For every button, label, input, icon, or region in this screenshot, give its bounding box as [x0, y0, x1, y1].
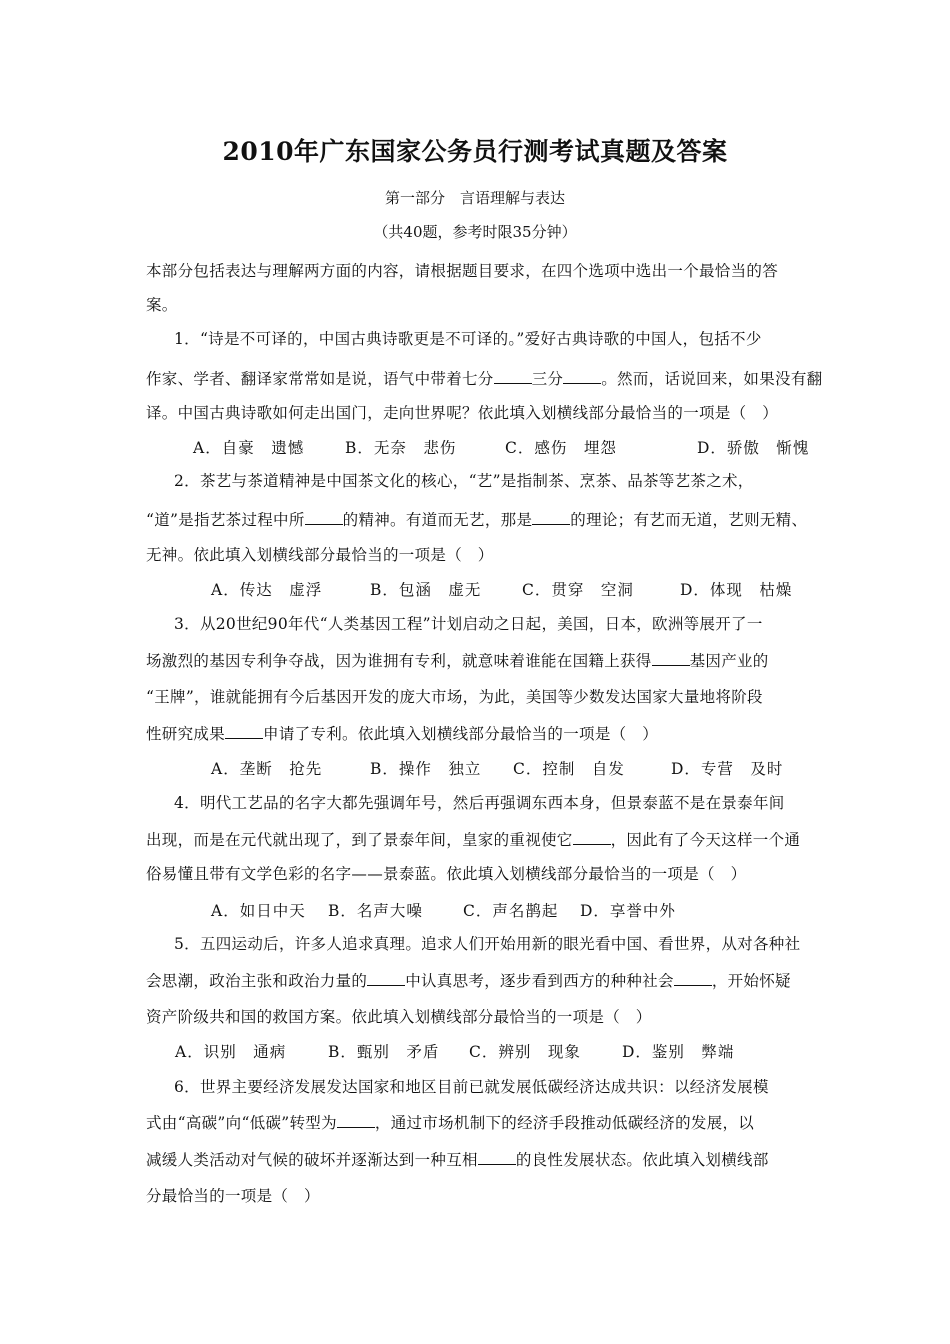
- answer-blank: [225, 724, 263, 739]
- option-b: B．包涵 虚无: [370, 581, 482, 599]
- answer-blank: [337, 1113, 375, 1128]
- question-4-line: 出现，而是在元代就出现了，到了景泰年间，皇家的重视使它 ，因此有了今天这样一个通: [146, 831, 801, 849]
- question-1-line: 作家、学者、翻译家常常如是说，语气中带着七分 三分 。然而，话说回来，如果没有翻: [146, 370, 823, 388]
- intro-line: 案。: [146, 296, 178, 314]
- question-3-line: 场激烈的基因专利争夺战，因为谁拥有专利，就意味着谁能在国籍上获得 基因产业的: [146, 652, 769, 670]
- option-a: A．如日中天: [211, 902, 306, 920]
- option-d: D．体现 枯燥: [680, 581, 793, 599]
- question-1-line: 译。中国古典诗歌如何走出国门，走向世界呢？依此填入划横线部分最恰当的一项是（ ）: [146, 404, 779, 422]
- answer-blank: [563, 369, 601, 384]
- option-a: A．识别 通病: [175, 1043, 287, 1061]
- question-6-line: 6．世界主要经济发展发达国家和地区目前已就发展低碳经济达成共识：以经济发展模: [174, 1078, 769, 1096]
- question-6-line: 分最恰当的一项是（ ）: [146, 1187, 320, 1205]
- answer-blank: [532, 510, 570, 525]
- question-2-line: 2．茶艺与茶道精神是中国茶文化的核心，“艺”是指制茶、烹茶、品茶等艺茶之术，: [174, 472, 754, 490]
- option-c: C．辨别 现象: [469, 1043, 581, 1061]
- option-a: A．传达 虚浮: [211, 581, 323, 599]
- question-3-line: 性研究成果 申请了专利。依此填入划横线部分最恰当的一项是（ ）: [146, 725, 659, 743]
- option-d: D．享誉中外: [580, 902, 676, 920]
- option-c: C．感伤 埋怨: [505, 439, 617, 457]
- question-2-line: “道”是指艺茶过程中所 的精神。有道而无艺，那是 的理论；有艺而无道，艺则无精、: [146, 511, 808, 529]
- option-b: B．名声大噪: [328, 902, 423, 920]
- answer-blank: [305, 510, 343, 525]
- question-2-line: 无神。依此填入划横线部分最恰当的一项是（ ）: [146, 546, 494, 564]
- question-1-line: 1．“诗是不可译的，中国古典诗歌更是不可译的。”爱好古典诗歌的中国人，包括不少: [174, 330, 762, 348]
- option-c: C．声名鹊起: [463, 902, 559, 920]
- question-6-line: 减缓人类活动对气候的破坏并逐渐达到一种互相 的良性发展状态。依此填入划横线部: [146, 1151, 769, 1169]
- option-d: D．鉴别 弊端: [622, 1043, 735, 1061]
- option-b: B．甄别 矛盾: [328, 1043, 440, 1061]
- answer-blank: [573, 830, 611, 845]
- part-note: （共40题，参考时限35分钟）: [373, 223, 577, 241]
- option-d: D．专营 及时: [671, 760, 784, 778]
- intro-line: 本部分包括表达与理解两方面的内容，请根据题目要求，在四个选项中选出一个最恰当的答: [146, 262, 779, 280]
- question-3-line: “王牌”，谁就能拥有今后基因开发的庞大市场，为此，美国等少数发达国家大量地将阶段: [146, 688, 763, 706]
- option-d: D．骄傲 惭愧: [697, 439, 810, 457]
- question-3-line: 3．从20世纪90年代“人类基因工程”计划启动之日起，美国，日本，欧洲等展开了一: [174, 615, 763, 633]
- option-a: A．自豪 遗憾: [193, 439, 305, 457]
- answer-blank: [652, 651, 690, 666]
- question-5-line: 资产阶级共和国的救国方案。依此填入划横线部分最恰当的一项是（ ）: [146, 1008, 652, 1026]
- answer-blank: [494, 369, 532, 384]
- question-4-line: 4．明代工艺品的名字大都先强调年号，然后再强调东西本身，但景泰蓝不是在景泰年间: [174, 794, 785, 812]
- question-6-line: 式由“高碳”向“低碳”转型为 ，通过市场机制下的经济手段推动低碳经济的发展，以: [146, 1114, 755, 1132]
- question-5-line: 5．五四运动后，许多人追求真理。追求人们开始用新的眼光看中国、看世界，从对各种社: [174, 935, 801, 953]
- answer-blank: [478, 1150, 516, 1165]
- answer-blank: [367, 971, 405, 986]
- option-b: B．无奈 悲伤: [345, 439, 457, 457]
- question-4-line: 俗易懂且带有文学色彩的名字——景泰蓝。依此填入划横线部分最恰当的一项是（ ）: [146, 865, 747, 883]
- part-heading: 第一部分 言语理解与表达: [384, 189, 565, 207]
- option-c: C．贯穿 空洞: [522, 581, 634, 599]
- option-b: B．操作 独立: [370, 760, 482, 778]
- question-5-line: 会思潮，政治主张和政治力量的 中认真思考，逐步看到西方的种种社会 ，开始怀疑: [146, 972, 791, 990]
- document-title: 2010年广东国家公务员行测考试真题及答案: [222, 137, 728, 166]
- option-a: A．垄断 抢先: [211, 760, 323, 778]
- option-c: C．控制 自发: [513, 760, 625, 778]
- answer-blank: [674, 971, 712, 986]
